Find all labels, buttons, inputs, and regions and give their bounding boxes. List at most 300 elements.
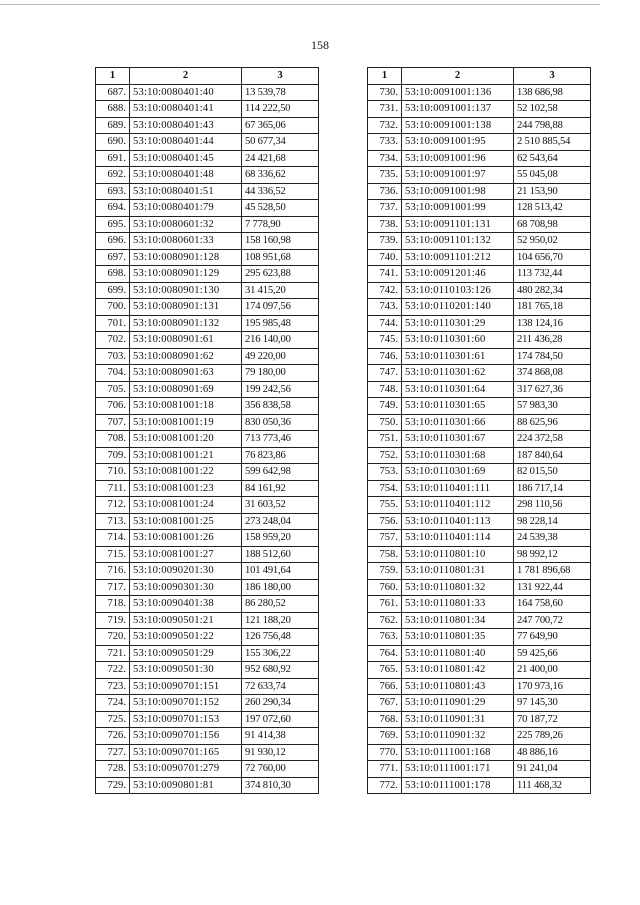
table-row	[96, 183, 319, 200]
row-number: 711.	[96, 480, 130, 497]
row-number: 688.	[96, 101, 130, 118]
table-row	[368, 530, 591, 547]
row-number: 701.	[96, 315, 130, 332]
value-cell: 830 050,36	[242, 414, 319, 431]
cadastral-number: 53:10:0080401:43	[130, 117, 242, 134]
value-cell: 113 732,44	[514, 266, 591, 283]
row-number: 745.	[368, 332, 402, 349]
table-row	[96, 150, 319, 167]
value-cell: 104 656,70	[514, 249, 591, 266]
value-cell: 181 765,18	[514, 299, 591, 316]
value-cell: 244 798,88	[514, 117, 591, 134]
value-cell: 170 973,16	[514, 678, 591, 695]
table-row	[96, 282, 319, 299]
row-number: 706.	[96, 398, 130, 415]
row-number: 740.	[368, 249, 402, 266]
row-number: 710.	[96, 464, 130, 481]
table-row	[96, 200, 319, 217]
table-row	[368, 464, 591, 481]
row-number: 709.	[96, 447, 130, 464]
row-number: 747.	[368, 365, 402, 382]
right-registry-table	[367, 67, 591, 794]
column-header-cadastral-number: 2	[130, 68, 242, 85]
cadastral-number: 53:10:0080401:79	[130, 200, 242, 217]
row-number: 753.	[368, 464, 402, 481]
value-cell: 138 686,98	[514, 84, 591, 101]
table-row	[96, 117, 319, 134]
row-number: 693.	[96, 183, 130, 200]
table-row	[368, 596, 591, 613]
value-cell: 211 436,28	[514, 332, 591, 349]
table-row	[96, 447, 319, 464]
row-number: 752.	[368, 447, 402, 464]
row-number: 771.	[368, 761, 402, 778]
column-header-number: 1	[96, 68, 130, 85]
row-number: 691.	[96, 150, 130, 167]
cadastral-number: 53:10:0081001:19	[130, 414, 242, 431]
cadastral-number: 53:10:0080401:40	[130, 84, 242, 101]
row-number: 734.	[368, 150, 402, 167]
table-row	[96, 579, 319, 596]
value-cell: 187 840,64	[514, 447, 591, 464]
value-cell: 260 290,34	[242, 695, 319, 712]
row-number: 695.	[96, 216, 130, 233]
cadastral-number: 53:10:0080901:131	[130, 299, 242, 316]
value-cell: 480 282,34	[514, 282, 591, 299]
table-row	[368, 497, 591, 514]
cadastral-number: 53:10:0081001:22	[130, 464, 242, 481]
cadastral-number: 53:10:0091001:97	[402, 167, 514, 184]
cadastral-number: 53:10:0111001:171	[402, 761, 514, 778]
value-cell: 158 160,98	[242, 233, 319, 250]
table-row	[96, 101, 319, 118]
cadastral-number: 53:10:0080401:51	[130, 183, 242, 200]
value-cell: 247 700,72	[514, 612, 591, 629]
row-number: 763.	[368, 629, 402, 646]
table-row	[96, 414, 319, 431]
row-number: 748.	[368, 381, 402, 398]
cadastral-number: 53:10:0110801:35	[402, 629, 514, 646]
table-row	[368, 84, 591, 101]
row-number: 724.	[96, 695, 130, 712]
table-row	[368, 579, 591, 596]
cadastral-number: 53:10:0080401:48	[130, 167, 242, 184]
row-number: 760.	[368, 579, 402, 596]
table-row	[96, 695, 319, 712]
table-row	[96, 645, 319, 662]
table-row	[96, 332, 319, 349]
value-cell: 952 680,92	[242, 662, 319, 679]
table-row	[368, 299, 591, 316]
table-row	[368, 612, 591, 629]
table-row	[96, 381, 319, 398]
row-number: 746.	[368, 348, 402, 365]
row-number: 715.	[96, 546, 130, 563]
row-number: 767.	[368, 695, 402, 712]
table-row	[96, 596, 319, 613]
row-number: 716.	[96, 563, 130, 580]
table-row	[96, 348, 319, 365]
table-row	[368, 645, 591, 662]
cadastral-number: 53:10:0081001:21	[130, 447, 242, 464]
row-number: 751.	[368, 431, 402, 448]
table-row	[96, 480, 319, 497]
table-row	[368, 431, 591, 448]
table-row	[96, 777, 319, 794]
row-number: 705.	[96, 381, 130, 398]
row-number: 717.	[96, 579, 130, 596]
cadastral-number: 53:10:0080601:33	[130, 233, 242, 250]
table-row	[96, 365, 319, 382]
value-cell: 98 228,14	[514, 513, 591, 530]
value-cell: 114 222,50	[242, 101, 319, 118]
row-number: 756.	[368, 513, 402, 530]
cadastral-number: 53:10:0110901:31	[402, 711, 514, 728]
table-row	[368, 233, 591, 250]
cadastral-number: 53:10:0090501:30	[130, 662, 242, 679]
row-number: 728.	[96, 761, 130, 778]
value-cell: 59 425,66	[514, 645, 591, 662]
row-number: 738.	[368, 216, 402, 233]
row-number: 689.	[96, 117, 130, 134]
cadastral-number: 53:10:0110301:67	[402, 431, 514, 448]
cadastral-number: 53:10:0110401:111	[402, 480, 514, 497]
row-number: 764.	[368, 645, 402, 662]
cadastral-number: 53:10:0110401:113	[402, 513, 514, 530]
cadastral-number: 53:10:0110801:34	[402, 612, 514, 629]
table-row	[96, 711, 319, 728]
value-cell: 31 415,20	[242, 282, 319, 299]
cadastral-number: 53:10:0110301:64	[402, 381, 514, 398]
table-row	[368, 167, 591, 184]
row-number: 739.	[368, 233, 402, 250]
row-number: 720.	[96, 629, 130, 646]
row-number: 733.	[368, 134, 402, 151]
value-cell: 70 187,72	[514, 711, 591, 728]
cadastral-number: 53:10:0110103:126	[402, 282, 514, 299]
cadastral-number: 53:10:0091001:95	[402, 134, 514, 151]
cadastral-number: 53:10:0080401:41	[130, 101, 242, 118]
row-number: 769.	[368, 728, 402, 745]
row-number: 765.	[368, 662, 402, 679]
scan-top-edge-line	[0, 4, 600, 5]
value-cell: 72 633,74	[242, 678, 319, 695]
value-cell: 273 248,04	[242, 513, 319, 530]
row-number: 755.	[368, 497, 402, 514]
value-cell: 44 336,52	[242, 183, 319, 200]
column-header-cadastral-number: 2	[402, 68, 514, 85]
table-row	[368, 332, 591, 349]
row-number: 708.	[96, 431, 130, 448]
cadastral-number: 53:10:0110801:10	[402, 546, 514, 563]
value-cell: 49 220,00	[242, 348, 319, 365]
cadastral-number: 53:10:0110901:32	[402, 728, 514, 745]
cadastral-number: 53:10:0090801:81	[130, 777, 242, 794]
row-number: 727.	[96, 744, 130, 761]
row-number: 703.	[96, 348, 130, 365]
value-cell: 295 623,88	[242, 266, 319, 283]
table-row	[368, 728, 591, 745]
row-number: 721.	[96, 645, 130, 662]
cadastral-number: 53:10:0110301:60	[402, 332, 514, 349]
table-row	[96, 629, 319, 646]
value-cell: 48 886,16	[514, 744, 591, 761]
cadastral-number: 53:10:0080401:45	[130, 150, 242, 167]
table-row	[368, 678, 591, 695]
table-row	[368, 695, 591, 712]
cadastral-number: 53:10:0091001:136	[402, 84, 514, 101]
value-cell: 84 161,92	[242, 480, 319, 497]
value-cell: 174 097,56	[242, 299, 319, 316]
value-cell: 111 468,32	[514, 777, 591, 794]
value-cell: 374 810,30	[242, 777, 319, 794]
row-number: 741.	[368, 266, 402, 283]
value-cell: 68 336,62	[242, 167, 319, 184]
table-row	[96, 134, 319, 151]
table-row	[96, 167, 319, 184]
cadastral-number: 53:10:0110801:31	[402, 563, 514, 580]
cadastral-number: 53:10:0080901:129	[130, 266, 242, 283]
column-header-value: 3	[514, 68, 591, 85]
cadastral-number: 53:10:0081001:25	[130, 513, 242, 530]
row-number: 726.	[96, 728, 130, 745]
row-number: 744.	[368, 315, 402, 332]
table-row	[368, 134, 591, 151]
value-cell: 186 180,00	[242, 579, 319, 596]
cadastral-number: 53:10:0080901:63	[130, 365, 242, 382]
row-number: 692.	[96, 167, 130, 184]
row-number: 770.	[368, 744, 402, 761]
row-number: 743.	[368, 299, 402, 316]
table-row	[368, 150, 591, 167]
row-number: 722.	[96, 662, 130, 679]
row-number: 714.	[96, 530, 130, 547]
value-cell: 126 756,48	[242, 629, 319, 646]
value-cell: 55 045,08	[514, 167, 591, 184]
cadastral-number: 53:10:0091001:96	[402, 150, 514, 167]
row-number: 736.	[368, 183, 402, 200]
table-row	[368, 216, 591, 233]
row-number: 758.	[368, 546, 402, 563]
value-cell: 67 365,06	[242, 117, 319, 134]
value-cell: 13 539,78	[242, 84, 319, 101]
table-row	[368, 117, 591, 134]
table-row	[96, 398, 319, 415]
cadastral-number: 53:10:0081001:27	[130, 546, 242, 563]
table-row	[368, 381, 591, 398]
row-number: 697.	[96, 249, 130, 266]
table-row	[368, 282, 591, 299]
cadastral-number: 53:10:0110901:29	[402, 695, 514, 712]
value-cell: 91 414,38	[242, 728, 319, 745]
value-cell: 101 491,64	[242, 563, 319, 580]
cadastral-number: 53:10:0080901:69	[130, 381, 242, 398]
row-number: 772.	[368, 777, 402, 794]
table-row	[368, 315, 591, 332]
row-number: 699.	[96, 282, 130, 299]
row-number: 750.	[368, 414, 402, 431]
value-cell: 88 625,96	[514, 414, 591, 431]
table-row	[368, 414, 591, 431]
row-number: 718.	[96, 596, 130, 613]
cadastral-number: 53:10:0090701:152	[130, 695, 242, 712]
value-cell: 24 539,38	[514, 530, 591, 547]
cadastral-number: 53:10:0080901:132	[130, 315, 242, 332]
cadastral-number: 53:10:0110201:140	[402, 299, 514, 316]
cadastral-number: 53:10:0110801:32	[402, 579, 514, 596]
row-number: 696.	[96, 233, 130, 250]
value-cell: 356 838,58	[242, 398, 319, 415]
cadastral-number: 53:10:0081001:23	[130, 480, 242, 497]
table-row	[96, 728, 319, 745]
table-row	[96, 744, 319, 761]
cadastral-number: 53:10:0110301:29	[402, 315, 514, 332]
column-header-number: 1	[368, 68, 402, 85]
table-row	[96, 563, 319, 580]
value-cell: 174 784,50	[514, 348, 591, 365]
cadastral-number: 53:10:0110801:33	[402, 596, 514, 613]
row-number: 712.	[96, 497, 130, 514]
cadastral-number: 53:10:0110801:40	[402, 645, 514, 662]
cadastral-number: 53:10:0091001:138	[402, 117, 514, 134]
value-cell: 128 513,42	[514, 200, 591, 217]
value-cell: 131 922,44	[514, 579, 591, 596]
table-row	[96, 497, 319, 514]
cadastral-number: 53:10:0091101:131	[402, 216, 514, 233]
cadastral-number: 53:10:0080901:130	[130, 282, 242, 299]
cadastral-number: 53:10:0110301:68	[402, 447, 514, 464]
table-row	[368, 200, 591, 217]
cadastral-number: 53:10:0111001:168	[402, 744, 514, 761]
table-row	[96, 249, 319, 266]
cadastral-number: 53:10:0090501:21	[130, 612, 242, 629]
cadastral-number: 53:10:0090301:30	[130, 579, 242, 596]
row-number: 690.	[96, 134, 130, 151]
table-row	[368, 348, 591, 365]
cadastral-number: 53:10:0110801:43	[402, 678, 514, 695]
value-cell: 164 758,60	[514, 596, 591, 613]
table-row	[368, 183, 591, 200]
table-row	[96, 612, 319, 629]
value-cell: 91 241,04	[514, 761, 591, 778]
table-row	[368, 447, 591, 464]
cadastral-number: 53:10:0080401:44	[130, 134, 242, 151]
table-row	[368, 480, 591, 497]
table-row	[96, 233, 319, 250]
table-row	[368, 266, 591, 283]
row-number: 766.	[368, 678, 402, 695]
value-cell: 158 959,20	[242, 530, 319, 547]
cadastral-number: 53:10:0110301:65	[402, 398, 514, 415]
cadastral-number: 53:10:0090701:165	[130, 744, 242, 761]
cadastral-number: 53:10:0090701:279	[130, 761, 242, 778]
cadastral-number: 53:10:0090701:156	[130, 728, 242, 745]
value-cell: 97 145,30	[514, 695, 591, 712]
row-number: 698.	[96, 266, 130, 283]
cadastral-number: 53:10:0091201:46	[402, 266, 514, 283]
row-number: 759.	[368, 563, 402, 580]
value-cell: 121 188,20	[242, 612, 319, 629]
value-cell: 224 372,58	[514, 431, 591, 448]
cadastral-number: 53:10:0090201:30	[130, 563, 242, 580]
table-row	[96, 546, 319, 563]
value-cell: 24 421,68	[242, 150, 319, 167]
row-number: 732.	[368, 117, 402, 134]
table-row	[96, 662, 319, 679]
row-number: 725.	[96, 711, 130, 728]
table-row	[96, 464, 319, 481]
cadastral-number: 53:10:0080601:32	[130, 216, 242, 233]
value-cell: 188 512,60	[242, 546, 319, 563]
value-cell: 216 140,00	[242, 332, 319, 349]
row-number: 735.	[368, 167, 402, 184]
value-cell: 1 781 896,68	[514, 563, 591, 580]
cadastral-number: 53:10:0081001:20	[130, 431, 242, 448]
cadastral-number: 53:10:0080901:128	[130, 249, 242, 266]
cadastral-number: 53:10:0110301:66	[402, 414, 514, 431]
value-cell: 298 110,56	[514, 497, 591, 514]
value-cell: 713 773,46	[242, 431, 319, 448]
cadastral-number: 53:10:0090701:151	[130, 678, 242, 695]
value-cell: 86 280,52	[242, 596, 319, 613]
row-number: 713.	[96, 513, 130, 530]
value-cell: 77 649,90	[514, 629, 591, 646]
table-row	[368, 249, 591, 266]
value-cell: 68 708,98	[514, 216, 591, 233]
table-row	[368, 513, 591, 530]
row-number: 729.	[96, 777, 130, 794]
table-row	[368, 101, 591, 118]
table-row	[96, 299, 319, 316]
value-cell: 2 510 885,54	[514, 134, 591, 151]
table-row	[368, 398, 591, 415]
page-number: 158	[311, 38, 329, 52]
table-row	[368, 365, 591, 382]
value-cell: 57 983,30	[514, 398, 591, 415]
row-number: 707.	[96, 414, 130, 431]
row-number: 694.	[96, 200, 130, 217]
cadastral-number: 53:10:0080901:61	[130, 332, 242, 349]
value-cell: 91 930,12	[242, 744, 319, 761]
row-number: 742.	[368, 282, 402, 299]
value-cell: 62 543,64	[514, 150, 591, 167]
cadastral-number: 53:10:0111001:178	[402, 777, 514, 794]
table-row	[368, 563, 591, 580]
value-cell: 52 102,58	[514, 101, 591, 118]
table-row	[96, 266, 319, 283]
value-cell: 50 677,34	[242, 134, 319, 151]
row-number: 768.	[368, 711, 402, 728]
cadastral-number: 53:10:0091101:212	[402, 249, 514, 266]
cadastral-number: 53:10:0090701:153	[130, 711, 242, 728]
value-cell: 108 951,68	[242, 249, 319, 266]
value-cell: 21 400,00	[514, 662, 591, 679]
table-row	[368, 777, 591, 794]
row-number: 700.	[96, 299, 130, 316]
table-row	[96, 216, 319, 233]
cadastral-number: 53:10:0110401:112	[402, 497, 514, 514]
row-number: 762.	[368, 612, 402, 629]
value-cell: 155 306,22	[242, 645, 319, 662]
table-row	[368, 546, 591, 563]
cadastral-number: 53:10:0110401:114	[402, 530, 514, 547]
value-cell: 138 124,16	[514, 315, 591, 332]
cadastral-number: 53:10:0110801:42	[402, 662, 514, 679]
table-row	[368, 711, 591, 728]
cadastral-number: 53:10:0081001:26	[130, 530, 242, 547]
left-registry-table	[95, 67, 319, 794]
cadastral-number: 53:10:0081001:24	[130, 497, 242, 514]
